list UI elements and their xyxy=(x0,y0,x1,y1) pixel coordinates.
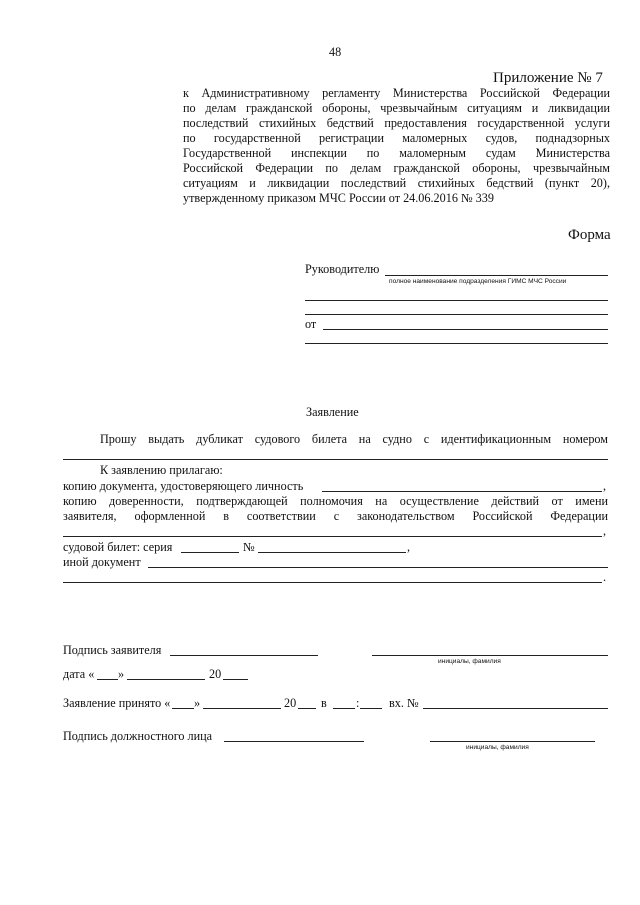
accepted-hour-line[interactable] xyxy=(333,708,355,709)
to-line-2[interactable] xyxy=(305,300,608,301)
poa-line-1: копию доверенности, подтверждающей полномочия на осуществление действий от имени xyxy=(63,494,608,508)
from-label: от xyxy=(305,317,317,331)
attach-intro: К заявлению прилагаю: xyxy=(100,463,223,477)
form-label: Форма xyxy=(568,227,611,243)
number-sign: № xyxy=(243,540,255,554)
ship-ticket-label: судовой билет: серия xyxy=(63,540,173,554)
other-doc-line[interactable] xyxy=(148,567,608,568)
appendix-text xyxy=(183,86,610,206)
appendix-line: последствий стихийных бедствий предоставления государственной услуги xyxy=(183,116,610,130)
official-sign-label: Подпись должностного лица xyxy=(63,729,213,743)
statement-title: Заявление xyxy=(306,405,359,419)
applicant-sign-line[interactable] xyxy=(170,655,318,656)
poa-line-2: заявителя, оформленной в соответствии с законодательством Российской Федерации xyxy=(63,509,608,523)
id-copy-line[interactable] xyxy=(322,491,602,492)
applicant-sign-label: Подпись заявителя xyxy=(63,643,162,657)
id-number-line[interactable] xyxy=(63,459,608,460)
official-initials-line[interactable] xyxy=(430,741,595,742)
series-line[interactable] xyxy=(181,552,239,553)
accepted-month-line[interactable] xyxy=(203,708,281,709)
from-line[interactable] xyxy=(323,329,608,330)
incoming-label: вх. № xyxy=(389,696,419,710)
accepted-label: Заявление принято « xyxy=(63,696,171,710)
appendix-line: Государственной инспекции по маломерным судам Министерства xyxy=(183,146,610,160)
poa-blank-line[interactable] xyxy=(63,536,602,537)
accepted-minute-line[interactable] xyxy=(360,708,382,709)
page-number: 48 xyxy=(329,45,342,59)
other-doc-line-2[interactable] xyxy=(63,582,602,583)
from-line-2[interactable] xyxy=(305,343,608,344)
appendix-title: Приложение № 7 xyxy=(493,70,603,86)
initials-hint: инициалы, фамилия xyxy=(438,658,501,665)
other-doc-label: иной документ xyxy=(63,555,141,569)
to-hint: полное наименование подразделения ГИМС МЧС России xyxy=(389,278,567,285)
applicant-initials-line[interactable] xyxy=(372,655,608,656)
appendix-line: по государственной регистрации маломерных судов, поднадзорных xyxy=(183,131,610,145)
official-sign-line[interactable] xyxy=(224,741,364,742)
date-day-line[interactable] xyxy=(97,679,118,680)
to-line-3[interactable] xyxy=(305,314,608,315)
appendix-line: ситуациям и ликвидации последствий стихийных бедствий (пункт 20), xyxy=(183,176,610,190)
appendix-line: к Административному регламенту Министерства Российской Федерации xyxy=(183,86,610,100)
initials-hint-2: инициалы, фамилия xyxy=(466,744,529,751)
date-label: дата « xyxy=(63,667,95,681)
to-line[interactable] xyxy=(385,275,608,276)
id-copy-label: копию документа, удостоверяющего личность xyxy=(63,479,304,493)
accepted-day-line[interactable] xyxy=(172,708,194,709)
date-year-line[interactable] xyxy=(223,679,248,680)
to-label: Руководителю xyxy=(305,262,380,276)
appendix-line: по делам гражданской обороны, чрезвычайным ситуациям и ликвидации xyxy=(183,101,610,115)
appendix-line-last: утвержденному приказом МЧС России от 24.06.2016 № 339 xyxy=(183,191,494,205)
ship-number-line[interactable] xyxy=(258,552,406,553)
date-month-line[interactable] xyxy=(127,679,205,680)
appendix-line: Российской Федерации по делам гражданской обороны, чрезвычайным xyxy=(183,161,610,175)
request-text: Прошу выдать дубликат судового билета на судно с идентификационным номером xyxy=(100,432,608,446)
accepted-year-line[interactable] xyxy=(298,708,316,709)
incoming-number-line[interactable] xyxy=(423,708,608,709)
